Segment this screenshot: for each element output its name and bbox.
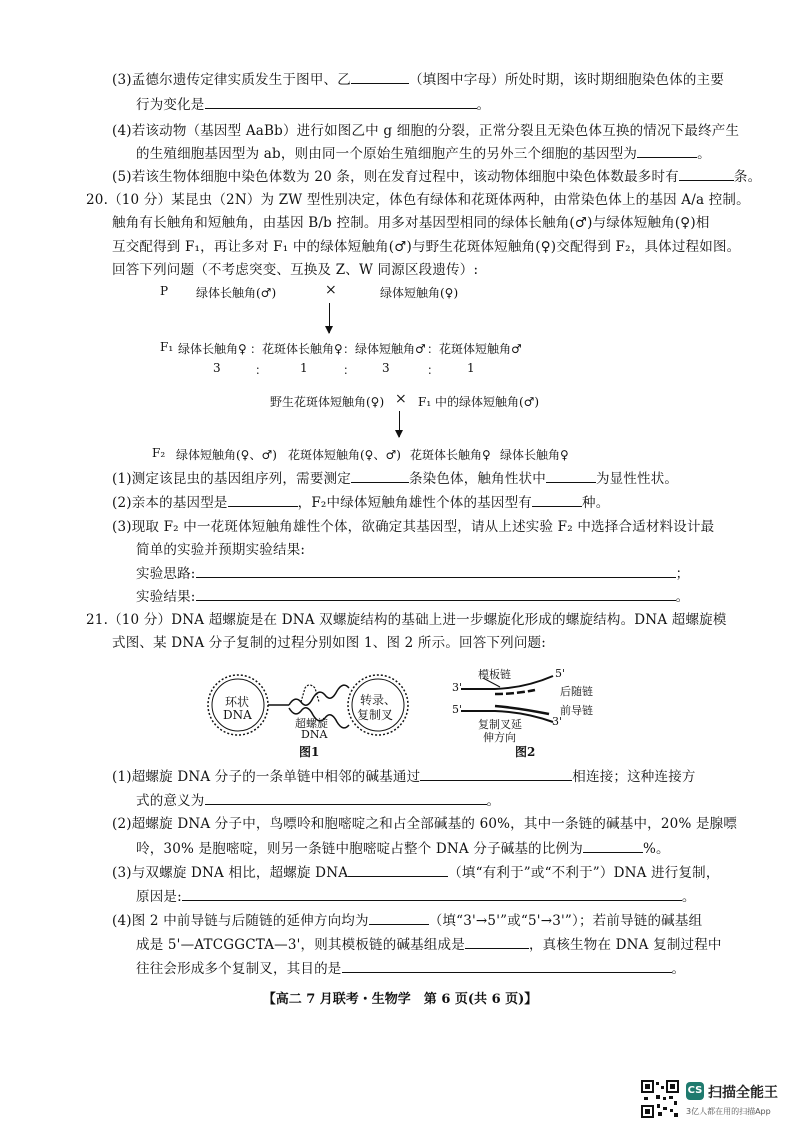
q20-sub1 xyxy=(112,468,678,489)
answer-blank xyxy=(205,790,487,805)
q21-intro-line2: 式图、某 DNA 分子复制的过程分别如图 1、图 2 所示。回答下列问题: xyxy=(112,635,546,651)
f1-item-4: 花斑体短触角♂ xyxy=(439,342,522,356)
fig2-3prime-right: 3' xyxy=(552,715,563,728)
q20-sub3-line1: (3)现取 F₂ 中一花斑体短触角雄性个体，欲确定其基因型，请从上述实验 F₂ 中选择合适材料设计最 xyxy=(112,519,715,535)
q21-sub4-line1 xyxy=(112,910,702,931)
f2-item-1: 绿体短触角(♀、♂) xyxy=(176,448,277,462)
answer-blank xyxy=(583,838,643,853)
fig2-leading-label: 前导链 xyxy=(560,704,593,717)
arrow-down xyxy=(399,411,400,437)
text: 原因是: xyxy=(136,889,182,905)
q19-part4-line2 xyxy=(136,143,711,164)
q19-part3-line2 xyxy=(136,94,490,115)
q19-part5 xyxy=(112,166,761,187)
f1-ratio-2: 1 xyxy=(300,361,308,375)
sep: ： xyxy=(250,342,263,356)
p-female: 绿体短触角(♀) xyxy=(380,286,459,300)
f2-item-4: 绿体长触角♀ xyxy=(500,448,569,462)
scanner-slogan: 3亿人都在用的扫描App xyxy=(686,1107,771,1116)
text: (1)测定该昆虫的基因组序列，需要测定 xyxy=(112,471,351,487)
text: 种。 xyxy=(582,495,610,511)
text: 。 xyxy=(675,589,690,605)
q21-sub3-line2 xyxy=(136,886,696,907)
supercoil-loop xyxy=(301,685,319,702)
fig2-template-label: 模板链 xyxy=(478,668,511,681)
q20-intro-line3: 互交配得到 F₁，再让多对 F₁ 中的绿体短触角(♂)与野生花斑体短触角(♀)交配得到 F₂，具体过程如图。 xyxy=(112,239,741,255)
text: ，F₂中绿体短触角雄性个体的基因型有 xyxy=(297,495,533,511)
text: 呤，30% 是胞嘧啶，则另一条链中胞嘧啶占整个 DNA 分子碱基的比例为 xyxy=(136,841,583,857)
text: （填图中字母）所处时期，该时期细胞染色体的主要 xyxy=(408,72,725,88)
text: 往往会形成多个复制叉，其目的是 xyxy=(136,961,342,977)
f1-item-1: 绿体长触角♀ xyxy=(178,342,247,356)
answer-blank xyxy=(205,94,477,109)
q21-sub4-line2 xyxy=(136,934,722,955)
text: （填“3'→5'”或“5'→3'”）；若前导链的碱基组 xyxy=(428,913,703,929)
q21-sub2-line1: (2)超螺旋 DNA 分子中，鸟嘌呤和胞嘧啶之和占全部碱基的 60%，其中一条链的碱基中，20% 是腺嘌 xyxy=(112,816,738,832)
text: %。 xyxy=(642,841,670,857)
q20-intro-line1: 20.（10 分）某昆虫（2N）为 ZW 型性别决定，体色有绿体和花斑体两种，由常染色体上的基因 A/a 控制。 xyxy=(86,192,750,208)
text: (2)亲本的基因型是 xyxy=(112,495,228,511)
fig2-lagging-label: 后随链 xyxy=(560,685,593,698)
sep: ： xyxy=(427,342,440,356)
answer-blank xyxy=(196,586,676,601)
f1-item-3: 绿体短触角♂ xyxy=(355,342,426,356)
arrow-down xyxy=(329,303,330,333)
lagging-strand xyxy=(495,690,535,694)
text: 。 xyxy=(697,146,711,162)
q19-part4-line1: (4)若该动物（基因型 AaBb）进行如图乙中 g 细胞的分裂，正常分裂且无染色体互换的情况下最终产生 xyxy=(112,123,740,139)
q20-result xyxy=(136,586,689,607)
text: 成是 5'—ATCGGCTA—3'，则其模板链的碱基组成是 xyxy=(136,937,465,953)
text: 。 xyxy=(671,961,686,977)
f1-item-2: 花斑体长触角♀ xyxy=(262,342,343,356)
text: 行为变化是 xyxy=(136,97,205,113)
f1-ratio-1: 3 xyxy=(213,361,221,375)
answer-blank xyxy=(369,910,429,925)
answer-blank xyxy=(420,766,572,781)
text: (5)若该生物体细胞中染色体数为 20 条，则在发育过程中，该动物体细胞中染色体数最多时有 xyxy=(112,169,679,185)
q20-intro-line2: 触角有长触角和短触角，由基因 B/b 控制。用多对基因型相同的绿体长触角(♂)与绿体短触角(♀)相 xyxy=(112,215,710,231)
text: 相连接；这种连接方 xyxy=(572,769,696,785)
fig1-ring-left-label2: DNA xyxy=(223,708,252,722)
text: (1)超螺旋 DNA 分子的一条单链中相邻的碱基通过 xyxy=(112,769,421,785)
answer-blank xyxy=(679,166,734,181)
q21-sub2-line2 xyxy=(136,838,670,859)
text: (3)孟德尔遗传定律实质发生于图甲、乙 xyxy=(112,72,351,88)
fig2-5prime-top: 5' xyxy=(555,667,566,680)
cross2-right: F₁ 中的绿体短触角(♂) xyxy=(418,395,540,409)
sep: ： xyxy=(427,363,440,377)
sep: ： xyxy=(343,363,356,377)
q20-sub3-line2: 简单的实验并预期实验结果: xyxy=(136,542,306,558)
fig2-5prime-left: 5' xyxy=(452,703,463,716)
sep: ： xyxy=(343,342,356,356)
text: 。 xyxy=(681,889,696,905)
f2-label: F₂ xyxy=(152,446,166,460)
fig2-fork-label2: 伸方向 xyxy=(483,731,516,744)
q19-part3-line1 xyxy=(112,69,724,90)
text: 实验结果: xyxy=(136,589,196,605)
supercoil-strand-a xyxy=(289,685,349,705)
text: ，真核生物在 DNA 复制过程中 xyxy=(528,937,722,953)
fig2-caption: 图2 xyxy=(515,745,536,759)
answer-blank xyxy=(351,69,409,84)
qr-code-icon xyxy=(641,1080,679,1118)
answer-blank xyxy=(532,492,582,507)
q21-sub4-line3 xyxy=(136,958,685,979)
cross-symbol: × xyxy=(325,282,337,298)
fig1-super-label2: DNA xyxy=(301,728,328,741)
text: 为显性性状。 xyxy=(595,471,679,487)
fig1-ring-left-label: 环状 xyxy=(225,695,250,709)
answer-blank xyxy=(342,958,672,973)
fig1-ring-right-label: 转录、 xyxy=(360,693,397,707)
text: 。 xyxy=(476,97,491,113)
text: (3)与双螺旋 DNA 相比，超螺旋 DNA xyxy=(112,865,349,881)
f1-label: F₁ xyxy=(160,340,174,354)
fig1-ring-right-label2: 复制叉 xyxy=(357,708,394,722)
text: 。 xyxy=(486,793,501,809)
answer-blank xyxy=(182,886,682,901)
answer-blank xyxy=(351,468,409,483)
answer-blank xyxy=(348,862,448,877)
page-footer: 【高二 7 月联考・生物学 第 6 页(共 6 页)】 xyxy=(262,992,538,1007)
p-label: P xyxy=(160,284,169,298)
q21-sub1-line2 xyxy=(136,790,500,811)
fig1-caption: 图1 xyxy=(299,745,320,759)
camscanner-logo-icon: CS xyxy=(686,1082,704,1100)
cross-symbol: × xyxy=(395,391,407,407)
q21-sub1-line1 xyxy=(112,766,696,787)
fig2-fork-label: 复制叉延 xyxy=(478,718,522,731)
fig2-3prime-top: 3' xyxy=(452,681,463,694)
text: ； xyxy=(675,566,690,582)
q20-sub2 xyxy=(112,492,609,513)
q20-idea xyxy=(136,563,689,584)
f2-item-2: 花斑体短触角(♀、♂) xyxy=(288,448,401,462)
q21-sub3-line1 xyxy=(112,862,720,883)
answer-blank xyxy=(465,934,529,949)
text: 的生殖细胞基因型为 ab，则由同一个原始生殖细胞产生的另外三个细胞的基因型为 xyxy=(136,146,638,162)
text: 条。 xyxy=(733,169,762,185)
text: 实验思路: xyxy=(136,566,196,582)
text: (4)图 2 中前导链与后随链的延伸方向均为 xyxy=(112,913,369,929)
scanner-app-name: 扫描全能王 xyxy=(708,1085,778,1101)
text: （填“有利于”或“不利于”）DNA 进行复制， xyxy=(448,865,720,881)
q20-intro-line4: 回答下列问题（不考虑突变、互换及 Z、W 同源区段遗传）: xyxy=(112,262,479,278)
text: 条染色体，触角性状中 xyxy=(408,471,546,487)
q21-intro-line1: 21.（10 分）DNA 超螺旋是在 DNA 双螺旋结构的基础上进一步螺旋化形成的螺旋结构。DNA 超螺旋模 xyxy=(86,612,727,628)
sep: ： xyxy=(255,363,268,377)
fig1-super-label: 超螺旋 xyxy=(295,717,328,730)
answer-blank xyxy=(637,143,697,158)
text: 式的意义为 xyxy=(136,793,205,809)
answer-blank xyxy=(228,492,298,507)
cross2-left: 野生花斑体短触角(♀) xyxy=(270,395,385,409)
f1-ratio-4: 1 xyxy=(467,361,475,375)
f2-item-3: 花斑体长触角♀ xyxy=(410,448,491,462)
answer-blank xyxy=(546,468,596,483)
f1-ratio-3: 3 xyxy=(382,361,390,375)
p-male: 绿体长触角(♂) xyxy=(196,286,277,300)
answer-blank xyxy=(196,563,676,578)
